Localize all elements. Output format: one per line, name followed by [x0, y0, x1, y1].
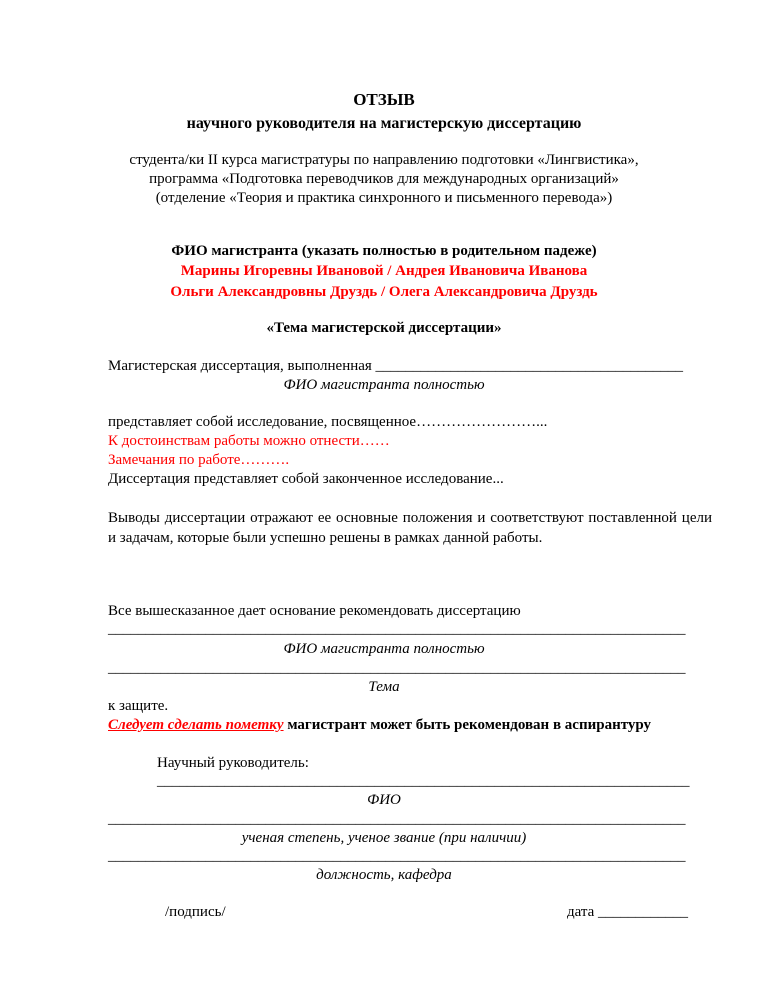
program-line-3: (отделение «Теория и практика синхронного и письменного перевода»): [155, 190, 613, 206]
document-subtitle: научного руководителя на магистерскую диссертацию: [186, 115, 582, 132]
student-name-label: ФИО магистранта (указать полностью в родительном падеже): [171, 243, 597, 259]
degree-hint: ученая степень, ученое звание (при наличии): [241, 830, 527, 846]
to-defense: к защите.: [108, 698, 169, 714]
postgraduate-note: [108, 716, 651, 734]
research-line: представляет собой исследование, посвященное……………………...: [108, 414, 548, 430]
document-title: ОТЗЫВ: [353, 90, 415, 109]
blank-line-topic: _____________________________________________________________________________: [108, 660, 686, 676]
recommend-line: Все вышесказанное дает основание рекомендовать диссертацию: [108, 603, 521, 619]
blank-line-student: _____________________________________________________________________________: [108, 621, 686, 637]
date-label: дата ____________: [567, 904, 689, 920]
complete-line: Диссертация представляет собой законченное исследование...: [108, 471, 504, 487]
thesis-topic: «Тема магистерской диссертации»: [266, 320, 502, 336]
intro-line: Магистерская диссертация, выполненная _________________________________________: [108, 358, 684, 374]
topic-hint: Тема: [368, 679, 400, 695]
fio-hint-2: ФИО магистранта полностью: [283, 641, 485, 657]
program-line-2: программа «Подготовка переводчиков для международных организаций»: [149, 171, 619, 187]
blank-line-position: _____________________________________________________________________________: [108, 848, 686, 864]
position-hint: должность, кафедра: [316, 867, 452, 883]
student-name-example-1: Марины Игоревны Ивановой / Андрея Ивановича Иванова: [180, 263, 588, 279]
supervisor-label: Научный руководитель:: [157, 755, 309, 771]
remarks-line: Замечания по работе……….: [108, 452, 290, 468]
note-bold-text: магистрант может быть рекомендован в аспирантуру: [283, 717, 652, 733]
merits-line: К достоинствам работы можно отнести……: [108, 433, 390, 449]
fio-hint-1: ФИО магистранта полностью: [283, 377, 485, 393]
note-red-label: Следует сделать пометку: [108, 717, 284, 733]
blank-line-degree: _____________________________________________________________________________: [108, 811, 686, 827]
program-line-1: студента/ки II курса магистратуры по направлению подготовки «Лингвистика»,: [129, 152, 639, 168]
fio-hint: ФИО: [367, 792, 401, 808]
signature-label: /подпись/: [165, 904, 226, 920]
student-name-example-2: Ольги Александровны Друздь / Олега Александровича Друздь: [170, 284, 598, 300]
blank-line-fio: _______________________________________________________________________: [157, 773, 690, 789]
conclusions-paragraph: Выводы диссертации отражают ее основные положения и соответствуют поставленной цели и задачам, которые были успешно решены в рамках данной работы.: [108, 510, 712, 546]
